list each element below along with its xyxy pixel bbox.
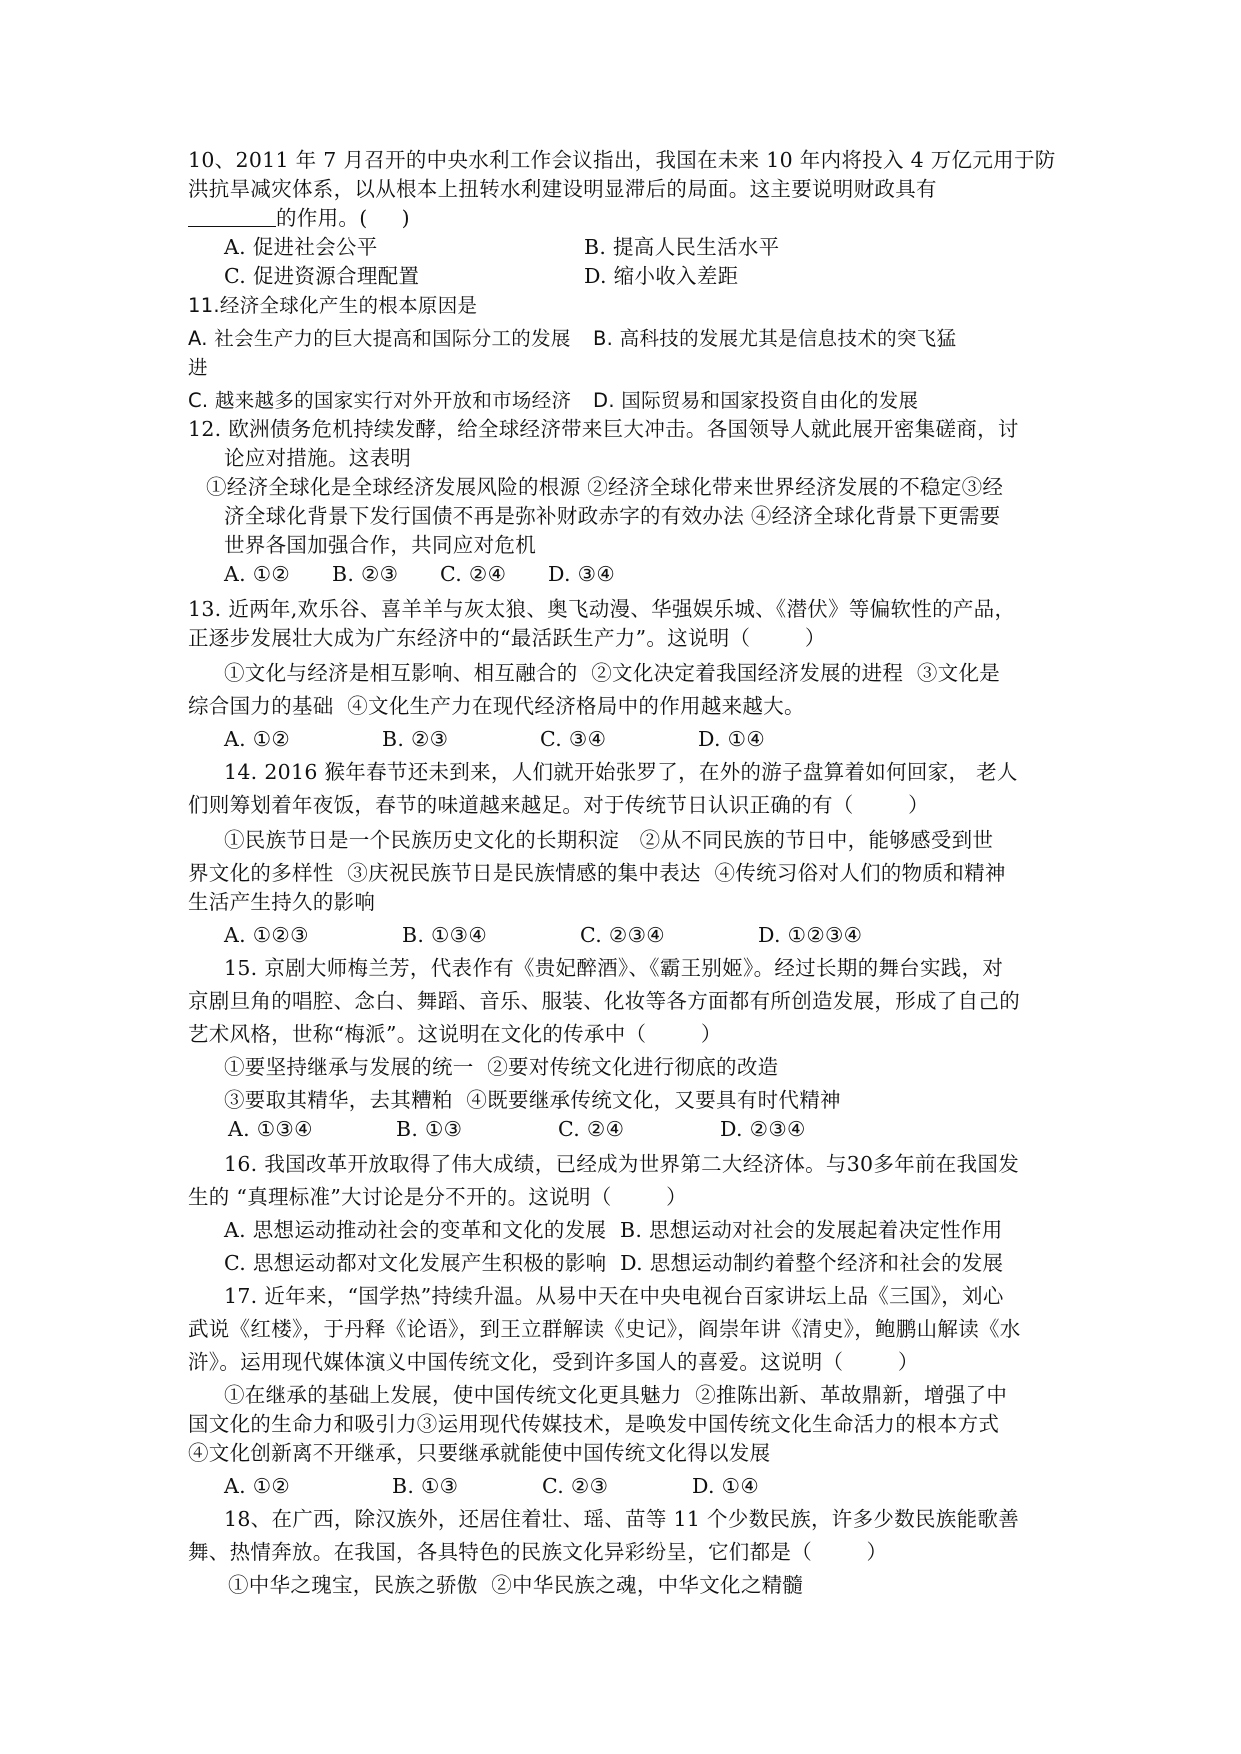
q14-options	[188, 921, 1068, 950]
q13-option-a: A. ①②	[224, 727, 291, 751]
q14-line-3: ①民族节日是一个民族历史文化的长期积淀 ②从不同民族的节日中，能够感受到世	[224, 828, 994, 852]
q15-option-d: D. ②③④	[720, 1117, 806, 1141]
q10-line-3-text: 的作用。( )	[276, 206, 410, 230]
q13-line-3: ①文化与经济是相互影响、相互融合的 ②文化决定着我国经济发展的进程 ③文化是	[224, 661, 1001, 685]
q13-line-1: 13. 近两年,欢乐谷、喜羊羊与灰太狼、奥飞动漫、华强娱乐城、《潜伏》等偏软性的产品，	[188, 597, 1016, 621]
q12-line-2: 论应对措施。这表明	[224, 446, 412, 470]
q14-option-d: D. ①②③④	[758, 923, 863, 947]
q17-options	[188, 1472, 1068, 1501]
q17-line-4: ①在继承的基础上发展，使中国传统文化更具魅力 ②推陈出新、革故鼎新，增强了中	[224, 1383, 1008, 1407]
exam-page	[188, 146, 1068, 1600]
q13-option-d: D. ①④	[698, 727, 765, 751]
q15-line-2: 京剧旦角的唱腔、念白、舞蹈、音乐、服装、化妆等各方面都有所创造发展，形成了自己的	[188, 989, 1020, 1013]
q17-line-1: 17. 近年来，“国学热”持续升温。从易中天在中央电视台百家讲坛上品《三国》，刘心	[224, 1284, 1004, 1308]
q16-line-3: A. 思想运动推动社会的变革和文化的发展 B. 思想运动对社会的发展起着决定性作用	[224, 1218, 1003, 1242]
q13-options	[188, 725, 1068, 754]
q17-line-3: 浒》。运用现代媒体演义中国传统文化，受到许多国人的喜爱。这说明（ ）	[188, 1350, 919, 1374]
q13-option-b: B. ②③	[382, 727, 449, 751]
q16-line-1: 16. 我国改革开放取得了伟大成绩，已经成为世界第二大经济体。与30多年前在我国发	[224, 1152, 1020, 1176]
q15-line-1: 15. 京剧大师梅兰芳，代表作有《贵妃醉酒》、《霸王别姬》。经过长期的舞台实践，对	[224, 956, 1004, 980]
q10-line-1: 10、2011 年 7 月召开的中央水利工作会议指出，我国在未来 10 年内将投入 4 万亿元用于防	[188, 148, 1056, 172]
q14-line-2: 们则筹划着年夜饭，春节的味道越来越足。对于传统节日认识正确的有（ ）	[188, 793, 929, 817]
q10-line-3	[188, 204, 1068, 233]
q18-line-1: 18、在广西，除汉族外，还居住着壮、瑶、苗等 11 个少数民族，许多少数民族能歌善	[224, 1507, 1020, 1531]
q16-line-2: 生的 “真理标准”大讨论是分不开的。这说明（ ）	[188, 1185, 687, 1209]
q14-line-1: 14. 2016 猴年春节还未到来，人们就开始张罗了，在外的游子盘算着如何回家， 老人	[224, 760, 1018, 784]
q15-option-a: A. ①③④	[228, 1117, 313, 1141]
q12-option-c: C. ②④	[440, 562, 507, 586]
answer-blank	[188, 206, 276, 227]
q15-line-4: ①要坚持继承与发展的统一 ②要对传统文化进行彻底的改造	[224, 1055, 779, 1079]
q10-options-row-2	[188, 262, 1068, 291]
q16-line-4: C. 思想运动都对文化发展产生积极的影响 D. 思想运动制约着整个经济和社会的发展	[224, 1251, 1004, 1275]
q15-option-b: B. ①③	[396, 1117, 463, 1141]
q17-option-b: B. ①③	[392, 1474, 459, 1498]
q14-line-5: 生活产生持久的影响	[188, 890, 376, 914]
q10-options-row-1	[188, 233, 1068, 262]
q15-options	[188, 1115, 1068, 1144]
q17-line-5: 国文化的生命力和吸引力③运用现代传媒技术，是唤发中国传统文化生命活力的根本方式	[188, 1412, 1000, 1436]
q11-option-a: A. 社会生产力的巨大提高和国际分工的发展	[188, 327, 571, 350]
q14-option-c: C. ②③④	[580, 923, 665, 947]
q15-line-5: ③要取其精华，去其糟粕 ④既要继承传统文化，又要具有时代精神	[224, 1088, 841, 1112]
q10-option-b: B. 提高人民生活水平	[584, 235, 780, 259]
q11-options-row-2	[188, 386, 1068, 415]
q17-option-c: C. ②③	[542, 1474, 609, 1498]
q14-option-a: A. ①②③	[224, 923, 309, 947]
q10-option-c: C. 促进资源合理配置	[224, 264, 420, 288]
q12-options	[188, 560, 1068, 589]
q12-option-a: A. ①②	[224, 562, 291, 586]
q12-option-d: D. ③④	[548, 562, 615, 586]
q14-line-4: 界文化的多样性 ③庆祝民族节日是民族情感的集中表达 ④传统习俗对人们的物质和精神	[188, 861, 1006, 885]
q12-line-5: 世界各国加强合作，共同应对危机	[224, 533, 536, 557]
q17-line-6: ④文化创新离不开继承，只要继承就能使中国传统文化得以发展	[188, 1441, 771, 1465]
q17-line-2: 武说《红楼》，于丹释《论语》，到王立群解读《史记》，阎崇年讲《清史》，鲍鹏山解读《水	[188, 1317, 1021, 1341]
q11-option-d: D. 国际贸易和国家投资自由化的发展	[593, 389, 919, 412]
q13-line-4: 综合国力的基础 ④文化生产力在现代经济格局中的作用越来越大。	[188, 694, 805, 718]
q17-option-d: D. ①④	[692, 1474, 759, 1498]
q11-stem: 11.经济全球化产生的根本原因是	[188, 294, 478, 317]
q18-line-3: ①中华之瑰宝，民族之骄傲 ②中华民族之魂，中华文化之精髓	[228, 1573, 804, 1597]
q14-option-b: B. ①③④	[402, 923, 488, 947]
q10-option-d: D. 缩小收入差距	[584, 264, 739, 288]
q18-line-2: 舞、热情奔放。在我国，各具特色的民族文化异彩纷呈，它们都是（ ）	[188, 1540, 888, 1564]
q11-option-b: B. 高科技的发展尤其是信息技术的突飞猛	[593, 327, 957, 350]
q13-option-c: C. ③④	[540, 727, 607, 751]
q11-option-b-cont: 进	[188, 356, 208, 379]
q12-line-3: ①经济全球化是全球经济发展风险的根源 ②经济全球化带来世界经济发展的不稳定③经	[206, 475, 1004, 499]
q12-line-4: 济全球化背景下发行国债不再是弥补财政赤字的有效办法 ④经济全球化背景下更需要	[224, 504, 1001, 528]
q11-options-row-1	[188, 324, 1068, 353]
q15-line-3: 艺术风格，世称“梅派”。这说明在文化的传承中（ ）	[188, 1022, 722, 1046]
q10-option-a: A. 促进社会公平	[224, 235, 378, 259]
q11-option-c: C. 越来越多的国家实行对外开放和市场经济	[188, 389, 572, 412]
q13-line-2: 正逐步发展壮大成为广东经济中的“最活跃生产力”。这说明（ ）	[188, 626, 826, 650]
q12-line-1: 12. 欧洲债务危机持续发酵，给全球经济带来巨大冲击。各国领导人就此展开密集磋商，讨	[188, 417, 1019, 441]
q17-option-a: A. ①②	[224, 1474, 291, 1498]
q15-option-c: C. ②④	[558, 1117, 625, 1141]
q10-line-2: 洪抗旱减灾体系，以从根本上扭转水利建设明显滞后的局面。这主要说明财政具有	[188, 177, 937, 201]
q12-option-b: B. ②③	[332, 562, 399, 586]
